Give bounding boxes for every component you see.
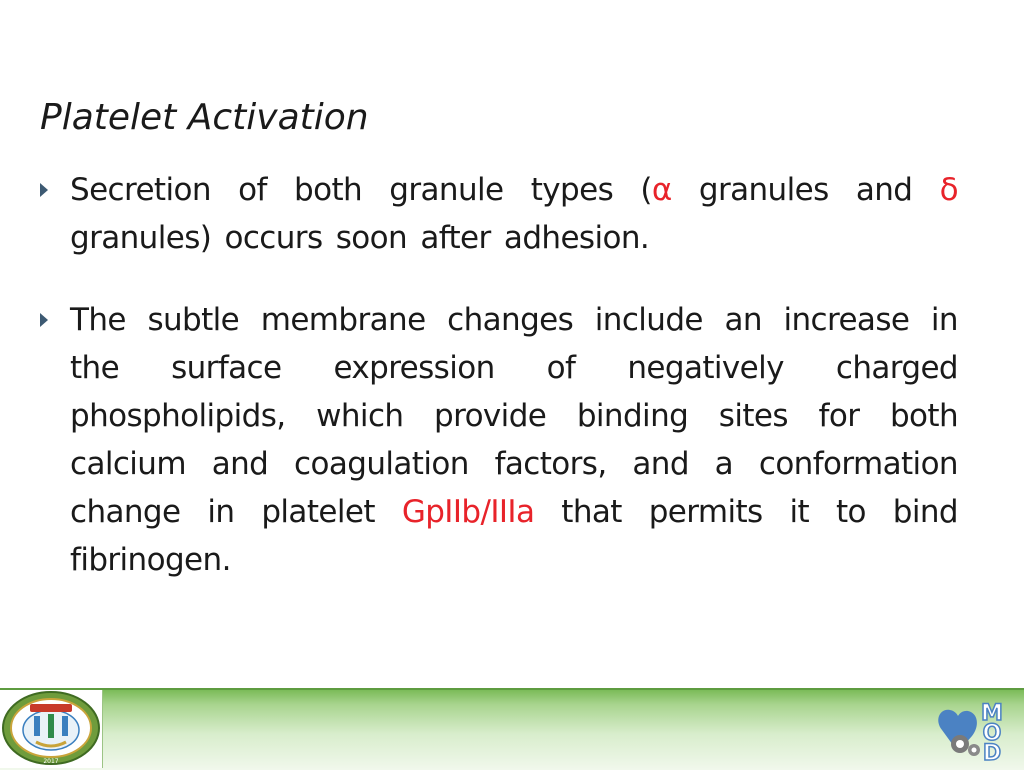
bullet-2-part-1: The subtle membrane changes include an increase in the surface expression of negatively charged phospholipids, which provide binding sites for both calcium and coagulation factors, and a conformation change in platelet	[70, 302, 958, 530]
bullet-1-part-5: granules) occurs soon after adhesion.	[70, 220, 650, 256]
bullet-arrow-icon	[40, 183, 48, 197]
bullet-arrow-icon	[40, 313, 48, 327]
mod-letter-m: M	[981, 701, 1003, 726]
slide-title: Platelet Activation	[40, 97, 369, 138]
bullet-1-text	[70, 172, 958, 256]
footer-bar	[0, 688, 1024, 770]
seal-icon	[0, 690, 102, 768]
bullet-2-text	[70, 302, 958, 578]
university-seal-logo	[0, 690, 103, 768]
bullet-2-part-3: that permits it to bind fibrinogen.	[70, 494, 958, 578]
alpha-symbol: α	[651, 172, 672, 208]
delta-symbol: δ	[939, 172, 958, 208]
bullet-1-part-3: granules and	[671, 172, 940, 208]
bullet-item-1	[40, 166, 958, 262]
bullet-list	[40, 166, 958, 618]
seal-year: 2017	[43, 758, 59, 765]
bullet-item-2	[40, 296, 958, 584]
mod-letter-d: D	[982, 741, 1002, 764]
mod-heart-gear-icon	[930, 696, 1014, 764]
mod-logo	[930, 696, 1014, 764]
bullet-1-part-1: Secretion of both granule types (	[70, 172, 652, 208]
mod-letter-o: O	[982, 721, 1002, 746]
gpiib-iiia-term: GpIIb/IIIa	[401, 494, 535, 530]
